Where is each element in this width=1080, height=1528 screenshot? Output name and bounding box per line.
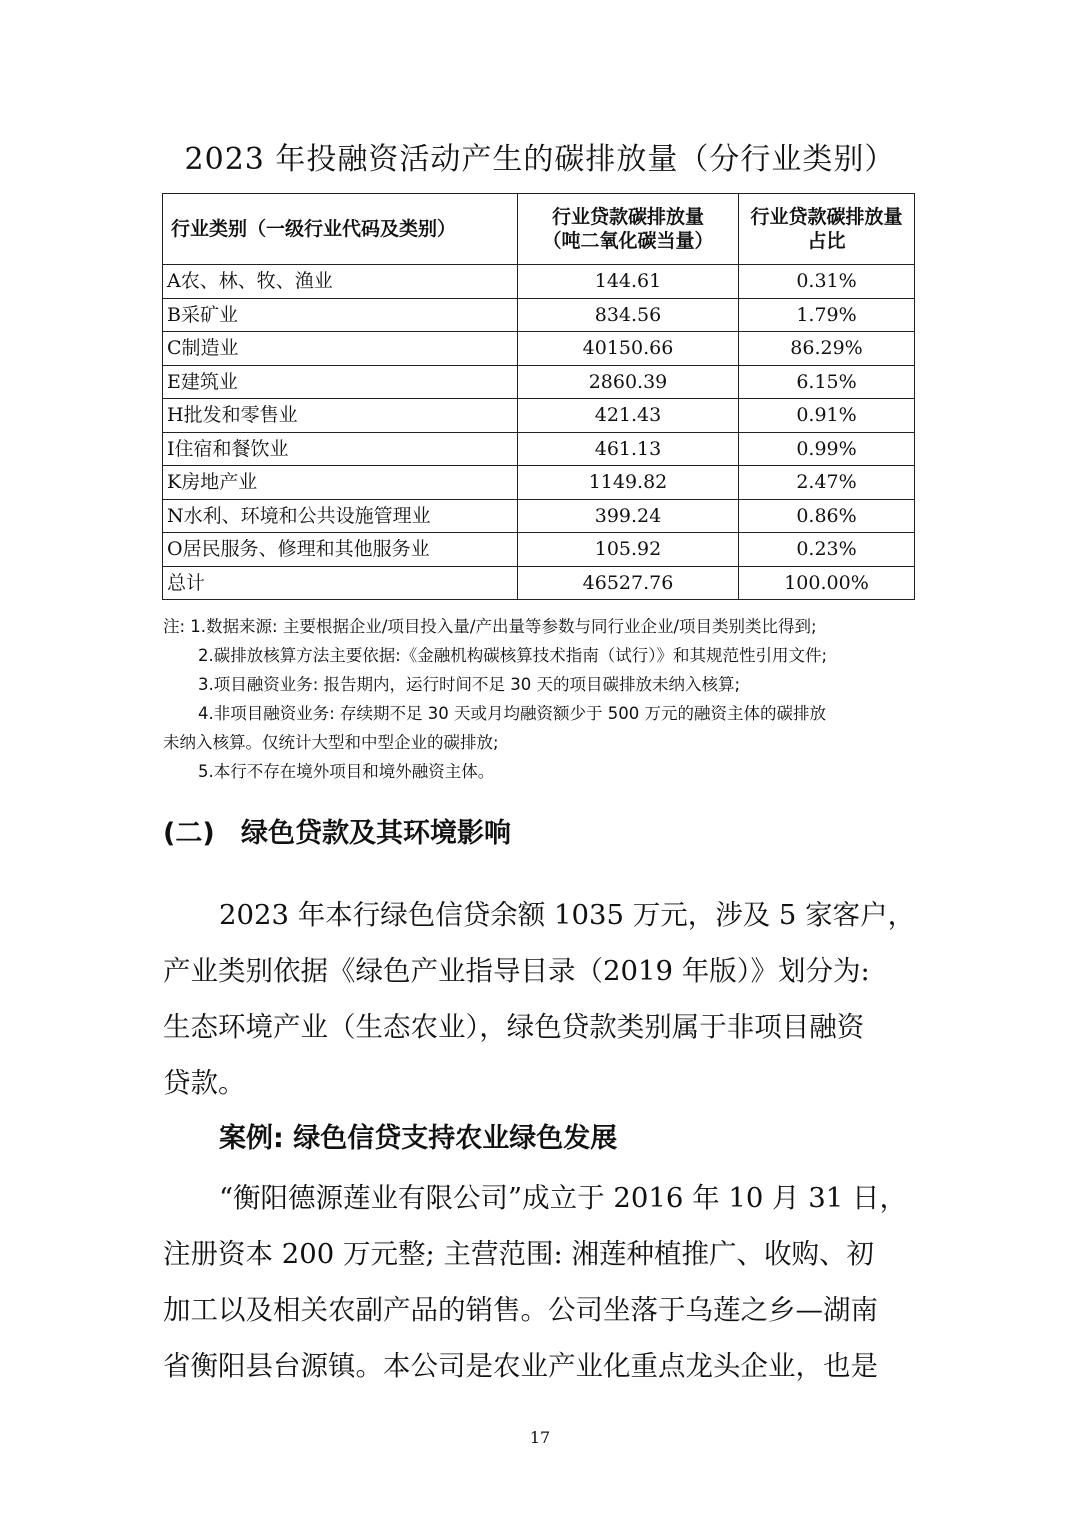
header-category-label: 行业类别（一级行业代码及类别） xyxy=(171,218,457,240)
section-title: 绿色贷款及其环境影响 xyxy=(241,818,511,849)
table-row xyxy=(163,332,915,366)
table-row xyxy=(163,365,915,399)
row-emission: 144.61 xyxy=(518,265,739,299)
row-share: 2.47% xyxy=(739,466,915,500)
table-row xyxy=(163,399,915,433)
section-number: (二) xyxy=(163,818,215,849)
paragraph-line: 生态环境产业（生态农业），绿色贷款类别属于非项目融资 xyxy=(163,1011,865,1043)
row-category: H批发和零售业 xyxy=(163,399,518,433)
row-emission: 40150.66 xyxy=(518,332,739,366)
table-body xyxy=(163,265,915,600)
row-emission: 421.43 xyxy=(518,399,739,433)
carbon-emission-table xyxy=(162,193,915,600)
table-row xyxy=(163,432,915,466)
row-share: 0.91% xyxy=(739,399,915,433)
paragraph-line: 注册资本 200 万元整; 主营范围: 湘莲种植推广、收购、初 xyxy=(163,1238,874,1270)
note-3: 3.项目融资业务: 报告期内，运行时间不足 30 天的项目碳排放未纳入核算; xyxy=(198,675,741,694)
row-category: I住宿和餐饮业 xyxy=(163,432,518,466)
case-heading: 案例: 绿色信贷支持农业绿色发展 xyxy=(219,1123,618,1154)
paragraph-line: 贷款。 xyxy=(163,1067,246,1099)
table-row xyxy=(163,499,915,533)
header-emission-line1: 行业贷款碳排放量 xyxy=(551,206,704,228)
row-emission: 834.56 xyxy=(518,298,739,332)
note-2: 2.碳排放核算方法主要依据:《金融机构碳核算技术指南（试行）》和其规范性引用文件; xyxy=(198,646,828,665)
table-row xyxy=(163,265,915,299)
table-row xyxy=(163,466,915,500)
row-emission: 461.13 xyxy=(518,432,739,466)
row-share: 6.15% xyxy=(739,365,915,399)
note-4-line2: 未纳入核算。仅统计大型和中型企业的碳排放; xyxy=(163,733,499,752)
note-1: 注: 1.数据来源: 主要根据企业/项目投入量/产出量等参数与同行业企业/项目类别类比得到; xyxy=(163,617,817,636)
row-share: 1.79% xyxy=(739,298,915,332)
table-row xyxy=(163,298,915,332)
section-heading xyxy=(163,814,511,854)
row-emission: 399.24 xyxy=(518,499,739,533)
table-title: 2023 年投融资活动产生的碳排放量（分行业类别） xyxy=(184,142,896,177)
paragraph-green-loans xyxy=(163,887,918,1111)
paragraph-line: 产业类别依据《绿色产业指导目录（2019 年版）》划分为: xyxy=(163,955,870,987)
row-category: C制造业 xyxy=(163,332,518,366)
header-share-line2: 占比 xyxy=(807,230,846,252)
row-share: 0.86% xyxy=(739,499,915,533)
row-share: 0.99% xyxy=(739,432,915,466)
total-share: 100.00% xyxy=(739,566,915,600)
total-emission: 46527.76 xyxy=(518,566,739,600)
row-category: K房地产业 xyxy=(163,466,518,500)
paragraph-line: 2023 年本行绿色信贷余额 1035 万元，涉及 5 家客户， xyxy=(219,899,916,931)
row-share: 0.23% xyxy=(739,533,915,567)
header-emission xyxy=(518,194,739,265)
header-share-line1: 行业贷款碳排放量 xyxy=(750,206,903,228)
paragraph-line: “衡阳德源莲业有限公司”成立于 2016 年 10 月 31 日， xyxy=(219,1182,908,1214)
row-category: E建筑业 xyxy=(163,365,518,399)
paragraph-line: 加工以及相关农副产品的销售。公司坐落于乌莲之乡—湖南 xyxy=(163,1294,878,1326)
header-emission-line2: （吨二氧化碳当量） xyxy=(542,230,714,252)
page-number: 17 xyxy=(529,1428,551,1447)
row-emission: 1149.82 xyxy=(518,466,739,500)
table-row xyxy=(163,533,915,567)
note-4-line1: 4.非项目融资业务: 存续期不足 30 天或月均融资额少于 500 万元的融资主体的碳排放 xyxy=(198,704,827,723)
table-header-row xyxy=(163,194,915,265)
total-label: 总计 xyxy=(163,566,518,600)
row-emission: 2860.39 xyxy=(518,365,739,399)
row-emission: 105.92 xyxy=(518,533,739,567)
row-category: A农、林、牧、渔业 xyxy=(163,265,518,299)
paragraph-line: 省衡阳县台源镇。本公司是农业产业化重点龙头企业，也是 xyxy=(163,1350,878,1382)
header-category xyxy=(163,194,518,265)
row-category: O居民服务、修理和其他服务业 xyxy=(163,533,518,567)
header-share xyxy=(739,194,915,265)
table-notes xyxy=(163,612,923,786)
row-category: B采矿业 xyxy=(163,298,518,332)
table-total-row xyxy=(163,566,915,600)
note-5: 5.本行不存在境外项目和境外融资主体。 xyxy=(198,762,495,781)
row-share: 86.29% xyxy=(739,332,915,366)
paragraph-case-company xyxy=(163,1170,918,1394)
row-share: 0.31% xyxy=(739,265,915,299)
row-category: N水利、环境和公共设施管理业 xyxy=(163,499,518,533)
